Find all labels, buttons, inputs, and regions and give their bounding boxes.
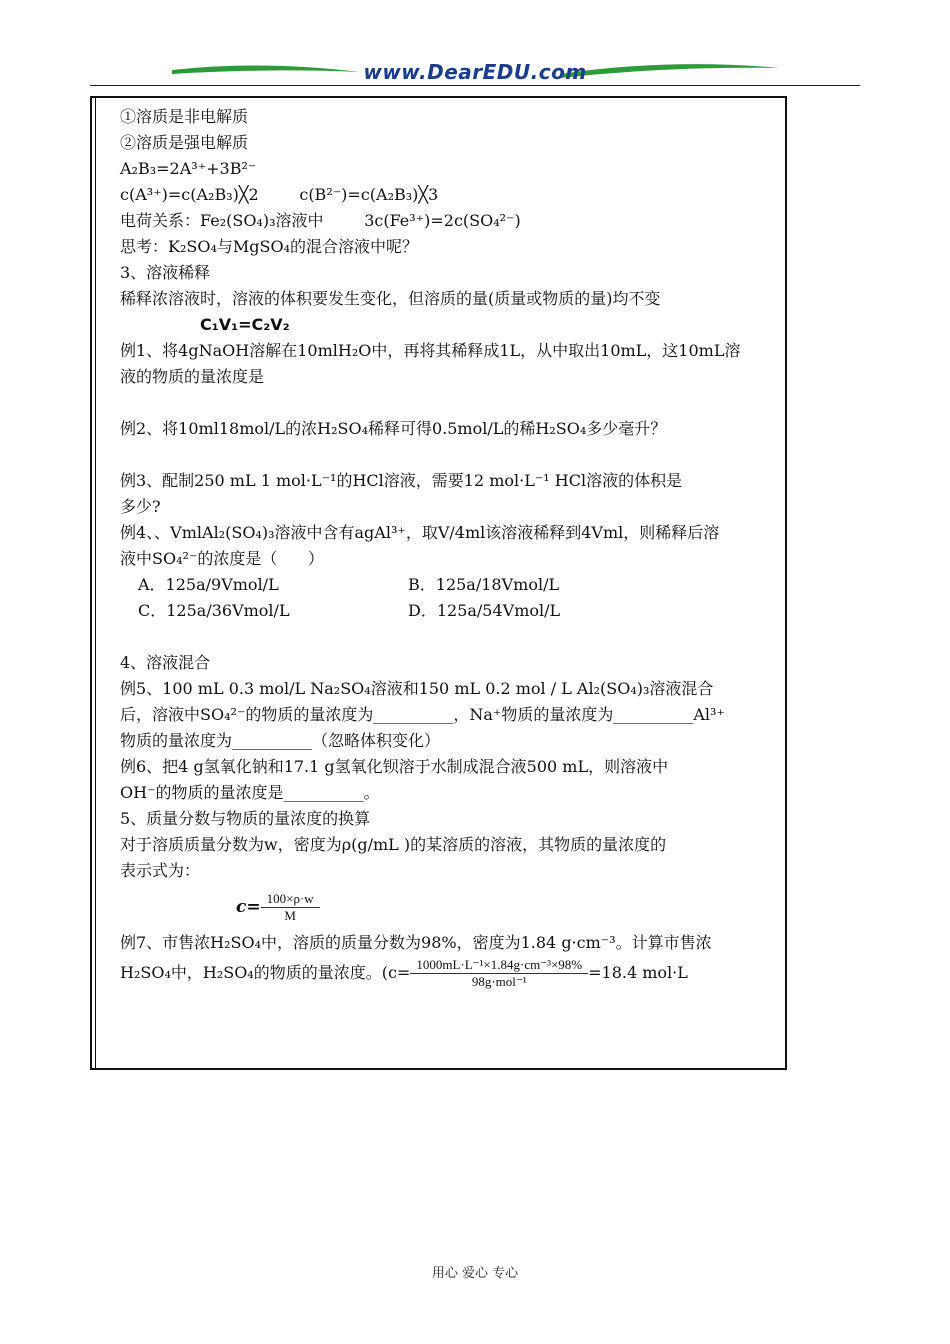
example-1-line-1: 例1、将4gNaOH溶解在10mlH₂O中，再将其稀释成1L，从中取出10mL，这10mL溶 [120,341,741,360]
example-3-line-2: 多少? [120,497,161,516]
text-line: ②溶质是强电解质 [120,133,249,152]
example-7-fraction [410,957,588,990]
text-line: 对于溶质质量分数为w，密度为ρ(g/mL )的某溶质的溶液，其物质的量浓度的 [120,835,667,854]
example-4-line-1: 例4、、VmlAl₂(SO₄)₃溶液中含有agAl³⁺，取V/4ml该溶液稀释到4Vml，则稀释后溶 [120,523,720,542]
example-4-line-2: 液中SO₄²⁻的浓度是（ ） [120,549,324,568]
options-row-1 [120,572,780,598]
text-line: 思考：K₂SO₄与MgSO₄的混合溶液中呢？ [120,237,418,256]
example-3-line-1: 例3、配制250 mL 1 mol·L⁻¹的HCl溶液，需要12 mol·L⁻¹ HCl溶液的体积是 [120,471,683,490]
option-a: A．125a/9Vmol/L [138,575,279,594]
example-1-line-2: 液的物质的量浓度是 [120,367,265,386]
fraction-denominator: M [284,907,296,923]
example-7-denominator: 98g·mol⁻¹ [471,973,527,989]
example-6-line-2: OH⁻的物质的量浓度是__________。 [120,783,380,802]
text-line: ①溶质是非电解质 [120,107,249,126]
text-line: c(A³⁺)=c(A₂B₃)╳2 c(B²⁻)=c(A₂B₃)╳3 [120,185,439,204]
example-7-prefix: H₂SO₄中，H₂SO₄的物质的量浓度。(c= [120,963,411,982]
section-heading: 4、溶液混合 [120,653,211,672]
page-header [90,58,860,90]
dilution-formula: C₁V₁=C₂V₂ [200,315,290,334]
option-c: C．125a/36Vmol/L [138,601,290,620]
fraction-numerator: 100×ρ·w [261,891,320,908]
example-5-line-2: 后，溶液中SO₄²⁻的物质的量浓度为__________，Na⁺物质的量浓度为__________Al³⁺ [120,705,725,724]
example-5-line-3: 物质的量浓度为__________（忽略体积变化） [120,731,441,750]
equation-fraction [261,891,320,924]
example-7-numerator: 1000mL·L⁻¹×1.84g·cm⁻³×98% [410,957,588,974]
concentration-equation [120,884,780,930]
example-7-line-1: 例7、市售浓H₂SO₄中，溶质的质量分数为98%，密度为1.84 g·cm⁻³。计算市售浓 [120,933,712,952]
example-6-line-1: 例6、把4 g氢氧化钠和17.1 g氢氧化钡溶于水制成混合液500 mL，则溶液中 [120,757,669,776]
option-b: B．125a/18Vmol/L [408,575,560,594]
text-line: 表示式为： [120,861,201,880]
text-line: 稀释浓溶液时，溶液的体积要发生变化，但溶质的量(质量或物质的量)均不变 [120,289,661,308]
text-line: 电荷关系：Fe₂(SO₄)₃溶液中 3c(Fe³⁺)=2c(SO₄²⁻) [120,211,521,230]
example-7-result: =18.4 mol·L [588,963,688,982]
text-line: A₂B₃=2A³⁺+3B²⁻ [120,159,257,178]
example-7-line-2 [120,956,780,990]
example-2: 例2、将10ml18mol/L的浓H₂SO₄稀释可得0.5mol/L的稀H₂SO₄多少毫升？ [120,419,667,438]
example-5-line-1: 例5、100 mL 0.3 mol/L Na₂SO₄溶液和150 mL 0.2 mol / L Al₂(SO₄)₃溶液混合 [120,679,714,698]
options-row-2 [120,598,780,624]
content-body [120,104,780,990]
section-heading: 3、溶液稀释 [120,263,211,282]
content-frame [90,96,787,1070]
header-rule [90,85,860,86]
page-footer: 用心 爱心 专心 [431,1266,519,1281]
section-heading: 5、质量分数与物质的量浓度的换算 [120,809,371,828]
site-logo: www.DearEDU.com [363,60,587,84]
equation-lhs: c= [236,897,261,917]
option-d: D．125a/54Vmol/L [408,601,561,620]
